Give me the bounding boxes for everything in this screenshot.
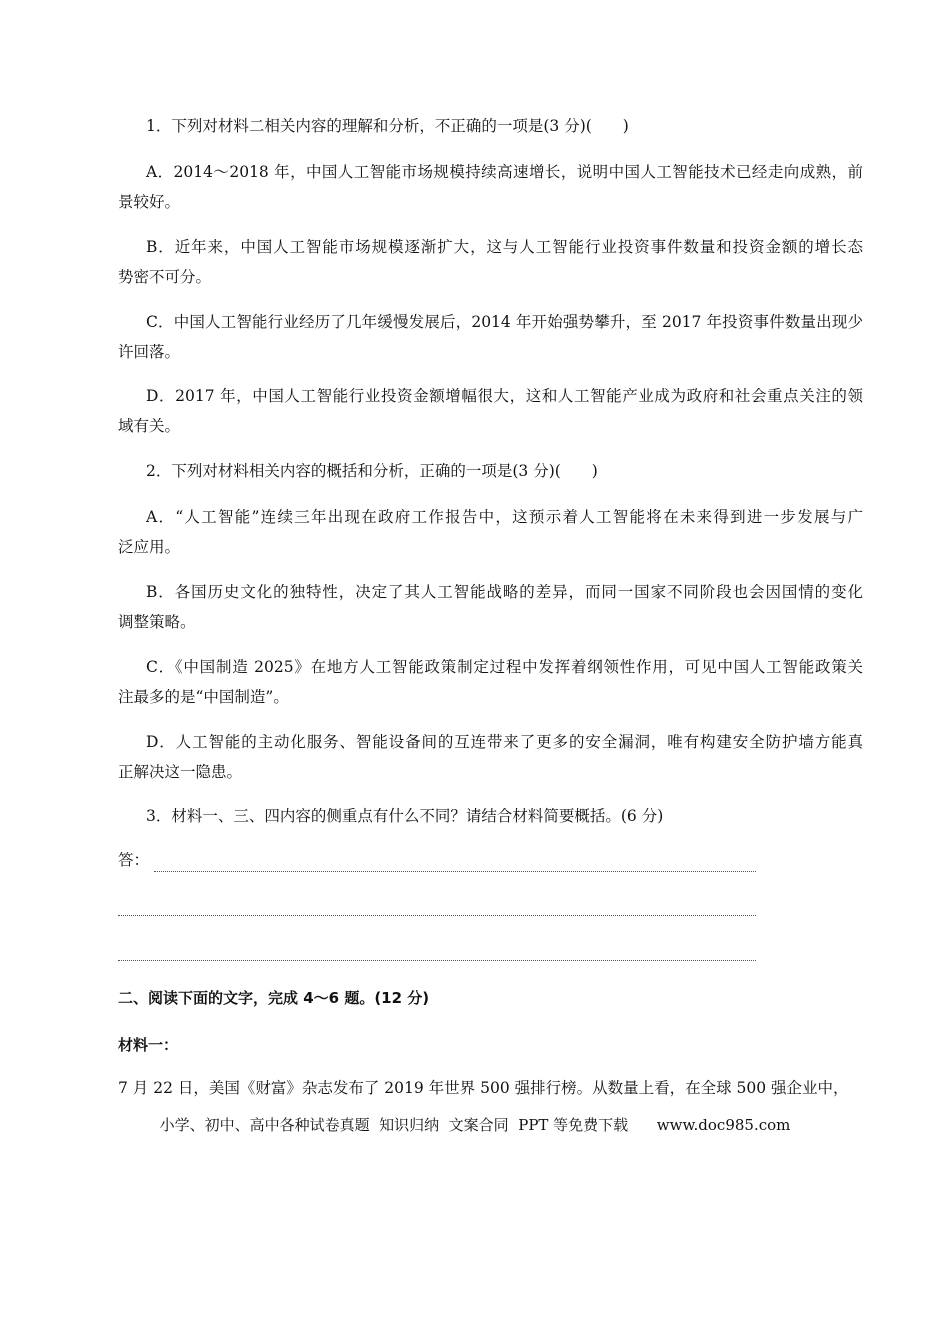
q2-option-c-line2: 注最多的是“中国制造”。: [118, 688, 289, 706]
q1-option-b-line2: 势密不可分。: [118, 268, 212, 286]
q3-stem: 3．材料一、三、四内容的侧重点有什么不同？请结合材料简要概括。(6 分): [146, 807, 664, 825]
q1-option-c-line1: C．中国人工智能行业经历了几年缓慢发展后，2014 年开始强势攀升，至 2017 年投资事件数量出现少: [146, 313, 863, 331]
q1-option-d-line2: 域有关。: [118, 417, 181, 435]
answer-label: 答：: [118, 851, 150, 869]
q2-option-d-line1: D．人工智能的主动化服务、智能设备间的互连带来了更多的安全漏洞，唯有构建安全防护墙方能真: [146, 733, 863, 751]
page-footer: 小学、初中、高中各种试卷真题 知识归纳 文案合同 PPT 等免费下载 www.doc985.com: [159, 1116, 791, 1134]
q1-option-d-line1: D．2017 年，中国人工智能行业投资金额增幅很大，这和人工智能产业成为政府和社会重点关注的领: [146, 387, 863, 405]
answer-dotted-line: [118, 960, 756, 961]
answer-dotted-line: [118, 915, 756, 916]
answer-dotted-line: [154, 871, 756, 872]
q1-option-a-line1: A．2014～2018 年，中国人工智能市场规模持续高速增长，说明中国人工智能技术已经走向成熟，前: [146, 163, 863, 181]
answer-line-3[interactable]: [118, 939, 756, 961]
section-heading: 二、阅读下面的文字，完成 4～6 题。(12 分): [118, 989, 430, 1007]
q2-stem: 2．下列对材料相关内容的概括和分析，正确的一项是(3 分)( ): [146, 462, 598, 480]
answer-line-1[interactable]: [118, 850, 756, 872]
q2-option-d-line2: 正解决这一隐患。: [118, 763, 243, 781]
material-label: 材料一：: [118, 1036, 179, 1054]
q1-option-a-line2: 景较好。: [118, 193, 181, 211]
q1-option-b-line1: B．近年来，中国人工智能市场规模逐渐扩大，这与人工智能行业投资事件数量和投资金额的增长态: [146, 238, 863, 256]
q2-option-b-line1: B．各国历史文化的独特性，决定了其人工智能战略的差异，而同一国家不同阶段也会因国情的变化: [146, 583, 863, 601]
material-first-line: 7 月 22 日，美国《财富》杂志发布了 2019 年世界 500 强排行榜。从数量上看，在全球 500 强企业中，: [118, 1079, 849, 1097]
q2-option-c-line1: C．《中国制造 2025》在地方人工智能政策制定过程中发挥着纲领性作用，可见中国人工智能政策关: [146, 658, 863, 676]
q2-option-a-line2: 泛应用。: [118, 538, 181, 556]
q2-option-b-line2: 调整策略。: [118, 613, 196, 631]
q1-option-c-line2: 许回落。: [118, 343, 181, 361]
answer-line-2[interactable]: [118, 894, 756, 916]
q2-option-a-line1: A．“人工智能”连续三年出现在政府工作报告中，这预示着人工智能将在未来得到进一步发展与广: [146, 508, 863, 526]
q1-stem: 1．下列对材料二相关内容的理解和分析，不正确的一项是(3 分)( ): [146, 117, 629, 135]
